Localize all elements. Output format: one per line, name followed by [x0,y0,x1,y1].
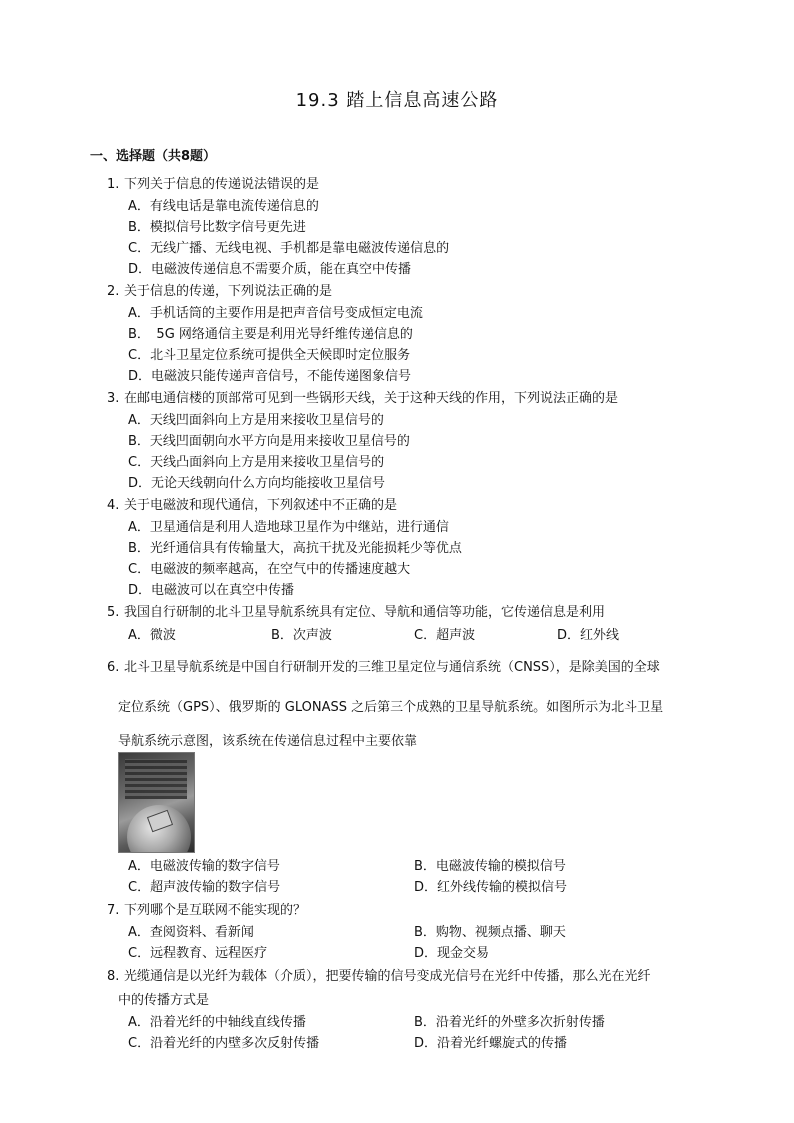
question-stem-line-1: 光缆通信是以光纤为载体（介质），把要传输的信号变成光信号在光纤中传播，那么光在光纤 [124,969,651,984]
option-c: C．超声波 [414,628,476,643]
option-d: D．无论天线朝向什么方向均能接收卫星信号 [128,476,386,491]
option-b: B．购物、视频点播、聊天 [414,925,566,940]
section-heading: 一、选择题（共8题） [90,149,217,164]
question-stem: 关于电磁波和现代通信，下列叙述中不正确的是 [124,498,398,513]
image-panel [125,759,187,799]
option-a: A．电磁波传输的数字信号 [128,859,280,874]
question-stem-line-2: 定位系统（GPS）、俄罗斯的 GLONASS 之后第三个成熟的卫星导航系统。如图所示为北斗卫星 [118,700,664,715]
option-a: A．微波 [128,628,176,643]
question-number: 7. [107,903,120,918]
question-4 [107,494,397,513]
option-d: D．沿着光纤螺旋式的传播 [414,1036,568,1051]
option-c: C．超声波传输的数字信号 [128,880,281,895]
question-stem-line-3: 导航系统示意图，该系统在传递信息过程中主要依靠 [118,734,418,749]
option-c: C．电磁波的频率越高，在空气中的传播速度越大 [128,562,411,577]
question-stem: 关于信息的传递，下列说法正确的是 [124,284,333,299]
option-a: A．有线电话是靠电流传递信息的 [128,199,319,214]
question-7 [107,899,306,918]
option-b: B．沿着光纤的外壁多次折射传播 [414,1015,605,1030]
question-number: 5. [107,605,120,620]
question-stem: 下列关于信息的传递说法错误的是 [124,177,320,192]
question-2 [107,280,332,299]
option-c: C．天线凸面斜向上方是用来接收卫星信号的 [128,455,385,470]
option-d: D．电磁波可以在真空中传播 [128,583,295,598]
option-c: C．北斗卫星定位系统可提供全天候即时定位服务 [128,348,411,363]
question-number: 8. [107,969,120,984]
question-stem: 我国自行研制的北斗卫星导航系统具有定位、导航和通信等功能，它传递信息是利用 [124,605,606,620]
beidou-satellite-image [118,752,195,853]
question-stem-line-2: 中的传播方式是 [118,993,210,1008]
question-number: 6. [107,660,120,675]
option-b: B．电磁波传输的模拟信号 [414,859,566,874]
question-stem-line-1: 北斗卫星导航系统是中国自行研制开发的三维卫星定位与通信系统（CNSS），是除美国的全球 [124,660,660,675]
option-d: D．电磁波传递信息不需要介质，能在真空中传播 [128,262,412,277]
option-c: C．沿着光纤的内壁多次反射传播 [128,1036,320,1051]
question-number: 2. [107,284,120,299]
option-d: D．现金交易 [414,946,490,961]
option-b: B．模拟信号比数字信号更先进 [128,220,306,235]
option-d: D．红外线 [557,628,620,643]
option-d: D．电磁波只能传递声音信号，不能传递图象信号 [128,369,412,384]
question-number: 3. [107,391,120,406]
question-1 [107,173,319,192]
option-d: D．红外线传输的模拟信号 [414,880,568,895]
option-a: A．沿着光纤的中轴线直线传播 [128,1015,306,1030]
option-c: C．远程教育、远程医疗 [128,946,268,961]
option-b: B．天线凹面朝向水平方向是用来接收卫星信号的 [128,434,410,449]
option-a: A．卫星通信是利用人造地球卫星作为中继站，进行通信 [128,520,449,535]
option-a: A．查阅资料、看新闻 [128,925,254,940]
question-5 [107,601,605,620]
question-3 [107,387,618,406]
option-b: B．光纤通信具有传输量大，高抗干扰及光能损耗少等优点 [128,541,462,556]
question-6 [107,656,660,675]
option-b: B．次声波 [271,628,332,643]
question-number: 1. [107,177,120,192]
question-stem: 在邮电通信楼的顶部常可见到一些锅形天线，关于这种天线的作用，下列说法正确的是 [124,391,619,406]
option-b: B． 5G 网络通信主要是利用光导纤维传递信息的 [128,327,413,342]
page-title: 19.3 踏上信息高速公路 [295,90,499,111]
option-c: C．无线广播、无线电视、手机都是靠电磁波传递信息的 [128,241,450,256]
question-number: 4. [107,498,120,513]
question-stem: 下列哪个是互联网不能实现的？ [124,903,307,918]
option-a: A．天线凹面斜向上方是用来接收卫星信号的 [128,413,384,428]
option-a: A．手机话筒的主要作用是把声音信号变成恒定电流 [128,306,423,321]
question-8 [107,965,651,984]
